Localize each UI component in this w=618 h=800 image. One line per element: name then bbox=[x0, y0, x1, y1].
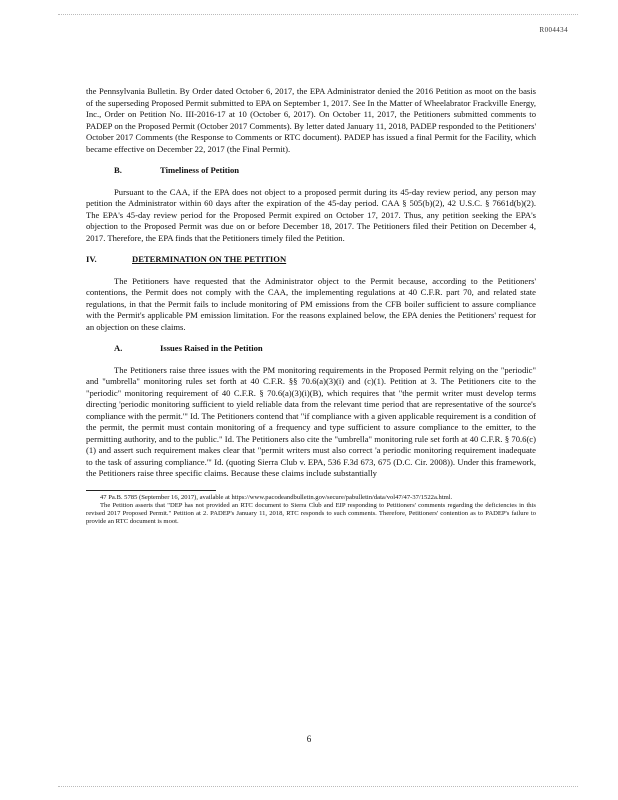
scan-edge-top bbox=[58, 14, 578, 15]
paragraph-determination: The Petitioners have requested that the Administrator object to the Permit because, according to the Petitioners' contentions, the Permit does not comply with the CAA, the implementing regulations at 40 C.F.R. part 70, and related state regulations, in that the Permit fails to include monitoring of PM emissions from the CFB boiler sufficient to assure compliance with the Permit's applicable PM emission limitation. For the reasons explained below, the EPA denies the Petitioners' request for an objection on these claims. bbox=[86, 275, 536, 332]
heading-label: DETERMINATION ON THE PETITION bbox=[132, 254, 287, 264]
heading-number: B. bbox=[114, 165, 122, 175]
heading-number: IV. bbox=[86, 254, 97, 264]
heading-determination bbox=[86, 254, 536, 266]
heading-timeliness bbox=[86, 165, 536, 177]
page-body bbox=[86, 86, 536, 526]
scan-edge-bottom bbox=[58, 786, 578, 787]
heading-label: Issues Raised in the Petition bbox=[160, 343, 263, 353]
heading-label: Timeliness of Petition bbox=[160, 165, 240, 175]
heading-number: A. bbox=[114, 343, 123, 353]
paragraph-issues: The Petitioners raise three issues with the PM monitoring requirements in the Proposed Permit relying on the "periodic" and "umbrella" monitoring rules set forth at 40 C.F.R. §§ 70.6(a)(3)(i) and (c)(1). Petition at 3. The Petitioners cite to the "periodic" monitoring requirement of 40 C.F.R. § 70.6(a)(3)(i)(B), which requires that "the permit writer must develop terms directing 'periodic monitoring sufficient to yield reliable data from the relevant time period that are representative of the source's compliance with the permit.'" Id. The Petitioners contend that "if compliance with a given applicable requirement is a condition of the permit, the permit must contain monitoring of a frequency and type sufficient to assure compliance to the emitter, to the permitting authority, and to the public." Id. The Petitioners also cite the "umbrella" monitoring rule set forth at 40 C.F.R. § 70.6(c)(1) and assert such requirement makes clear that "permit writers must also correct 'a periodic monitoring requirement inadequate to the task of assuring compliance.'" Id. (quoting Sierra Club v. EPA, 536 F.3d 673, 675 (D.C. Cir. 2008)). Under this framework, the Petitioners raise three specific claims. Because these claims include substantially bbox=[86, 364, 536, 478]
paragraph-pennsylvania-bulletin: the Pennsylvania Bulletin. By Order dated October 6, 2017, the EPA Administrator denied the 2016 Petition as moot on the basis of the superseding Proposed Permit submitted to EPA on September 1, 2017. See In the Matter of Wheelabrator Frackville Energy, Inc., Order on Petition No. III-2016-17 at 10 (October 6, 2017). On October 11, 2017, the Petitioners submitted comments to PADEP on the Proposed Permit (October 2017 Comments). By letter dated January 11, 2018, PADEP responded to the Petitioners' October 2017 Comments (the Response to Comments or RTC document). PADEP has issued a final Permit for the Facility, which became effective on December 22, 2017 (the Final Permit). bbox=[86, 86, 536, 154]
heading-issues-raised bbox=[86, 343, 536, 355]
paragraph-timeliness: Pursuant to the CAA, if the EPA does not object to a proposed permit during its 45-day review period, any person may petition the Administrator within 60 days after the expiration of the 45-day period. CAA § 505(b)(2), 42 U.S.C. § 7661d(b)(2). The EPA's 45-day review period for the Proposed Permit expired on October 17, 2017. Thus, any petition seeking the EPA's objection to the Proposed Permit was due on or before December 18, 2017. The Petitioners filed their Petition on December 4, 2017. Therefore, the EPA finds that the Petitioners timely filed the Petition. bbox=[86, 186, 536, 243]
page-number: 6 bbox=[306, 734, 312, 744]
footnote-1: 47 Pa.B. 5785 (September 16, 2017), available at https://www.pacodeandbulletin.gov/secure/pabulletin/data/vol47/47-37/1522a.html. bbox=[100, 493, 453, 501]
footnote-divider bbox=[86, 490, 216, 491]
bates-number: R004434 bbox=[539, 26, 568, 34]
footnote-2: The Petition asserts that "DEP has not provided an RTC document to Sierra Club and EIP responding to Petitioners' comments regarding the deficiencies in this revised 2017 Proposed Permit." Petition at 2. PADEP's January 11, 2018, RTC responds to such comments. Therefore, Petitioners' contention as to PADEP's failure to provide an RTC document is moot. bbox=[86, 501, 536, 526]
